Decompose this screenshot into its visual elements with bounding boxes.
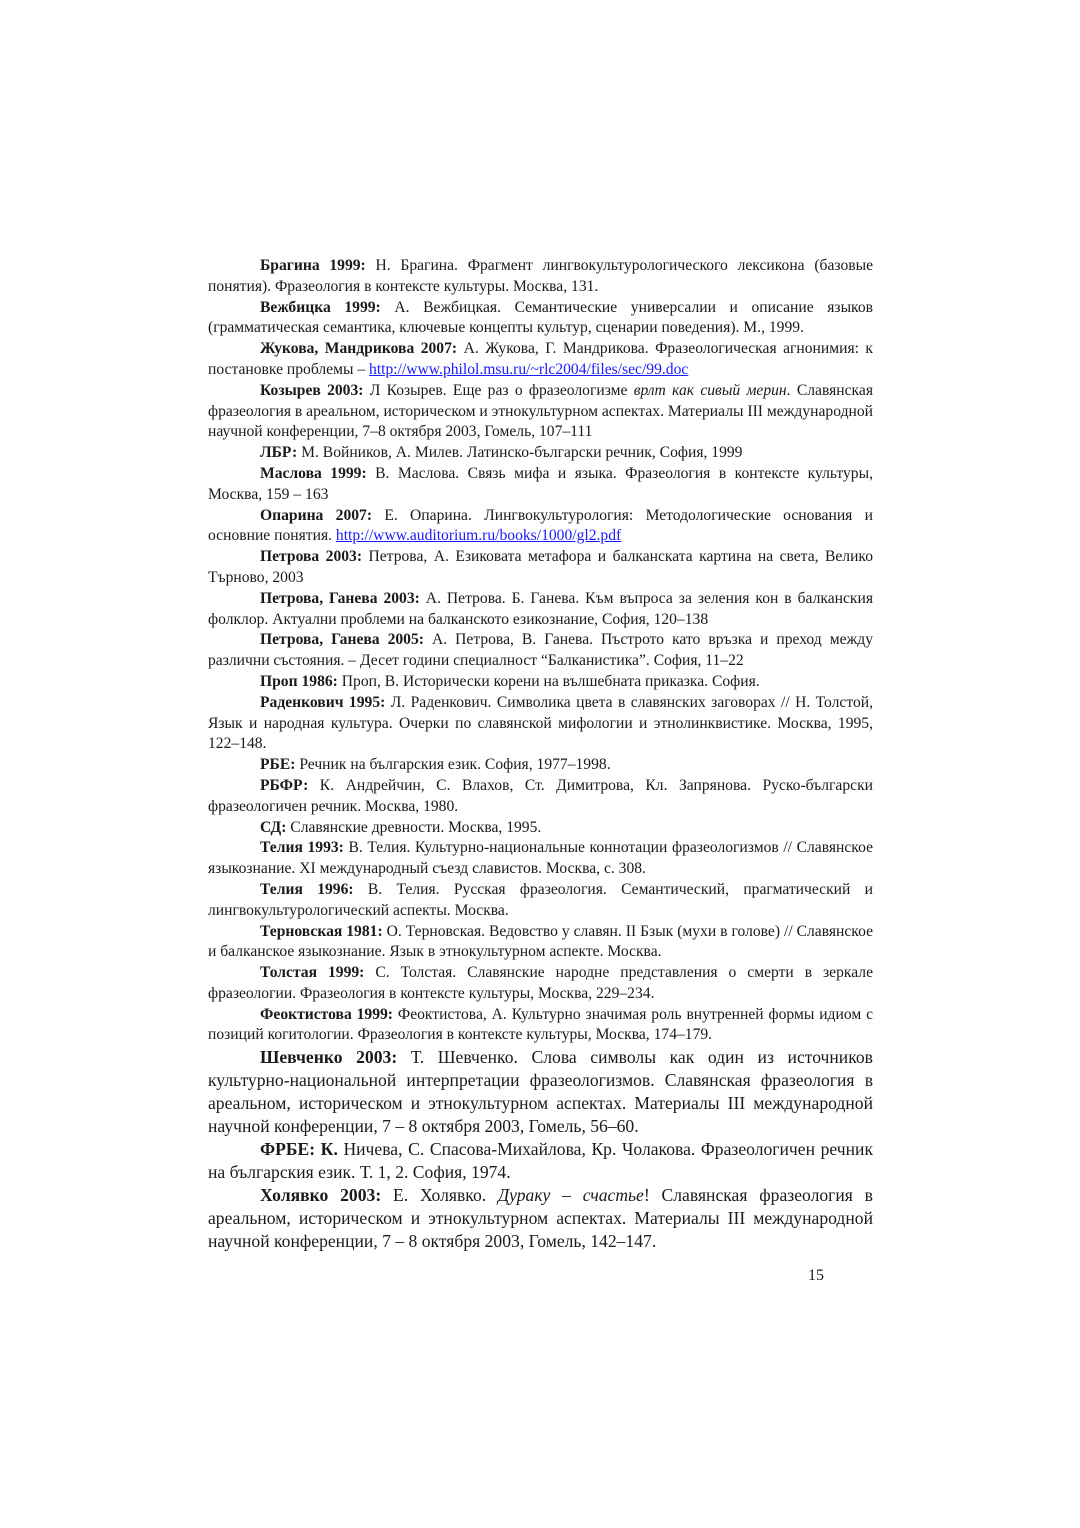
reference-text: А. Вежбицкая. Семантические универсалии и описание языков (грамматическая семантика, ключевые концепты культур, сценарии поведения). М., 1999. [208, 298, 873, 337]
reference-text: Славянские древности. Москва, 1995. [286, 818, 542, 836]
reference-italic-title: Дураку – счастье [497, 1185, 644, 1206]
reference-text: Л Козырев. Еще раз о фразеологизме [363, 381, 634, 399]
reference-key: Жукова, Мандрикова 2007: [260, 340, 458, 358]
reference-entry [208, 464, 873, 506]
reference-entry [208, 1046, 873, 1138]
reference-key: Петрова 2003: [260, 548, 363, 566]
reference-key: Проп 1986: [260, 672, 338, 690]
reference-entry [208, 693, 873, 755]
reference-text: В. Телия. Культурно-национальные коннотации фразеологизмов // Славянское языкознание. XI международный съезд славистов. Москва, с. 308. [208, 839, 873, 878]
reference-key: Толстая 1999: [260, 964, 365, 982]
reference-key: Петрова, Ганева 2003: [260, 589, 420, 607]
reference-text: Феоктистова, А. Культурно значимая роль внутренней формы идиом с позиций когитологии. Фразеология в контексте культуры, Москва, 174–179. [208, 1005, 873, 1044]
reference-link[interactable]: http://www.philol.msu.ru/~rlc2004/files/sec/99.doc [369, 360, 689, 378]
reference-key: Маслова 1999: [260, 464, 367, 482]
reference-italic-title: врлт как сивый мерин [633, 381, 787, 399]
page-number: 15 [808, 1267, 824, 1284]
reference-text: Проп, В. Исторически корени на вълшебната приказка. София. [337, 672, 760, 690]
reference-entry [208, 1184, 873, 1253]
reference-text: К. Андрейчин, С. Влахов, Ст. Димитрова, Кл. Запрянова. Руско-български фразеологичен речник. Москва, 1980. [208, 776, 873, 815]
reference-key: Вежбицка 1999: [260, 298, 381, 316]
reference-entry [208, 298, 873, 340]
reference-text: Е. Опарина. Лингвокультурология: Методологические основания и основние понятия. [208, 506, 873, 545]
reference-text: А. Жукова, Г. Мандрикова. Фразеологическая агнонимия: к постановке проблемы – [208, 340, 873, 378]
reference-text: Петрова, А. Езиковата метафора и балканската картина на света, Велико Търново, 2003 [208, 548, 873, 586]
reference-text: В. Телия. Русская фразеология. Семантический, прагматический и лингвокультурологический аспекты. Москва. [208, 880, 873, 919]
reference-text: В. Маслова. Связь мифа и языка. Фразеология в контексте культуры, Москва, 159 – 163 [208, 464, 873, 503]
reference-key: Опарина 2007: [260, 506, 373, 524]
reference-key: РБЕ: [260, 756, 296, 774]
reference-text: О. Терновская. Ведовство у славян. II Бзык (мухи в голове) // Славянское и балканское языкознание. Язык в этнокультурном аспекте. Москва. [208, 922, 873, 961]
reference-text: . Славянская фразеология в ареальном, историческом и этнокультурном аспектах. Материалы III международной научной конференции, 7–8 октября 2003, Гомель, 107–111 [208, 381, 873, 441]
reference-text: Речник на българския език. София, 1977–1998. [295, 756, 611, 774]
reference-text: Е. Холявко. [381, 1185, 498, 1206]
reference-entry [208, 880, 873, 922]
reference-key: ФРБЕ: К. [260, 1139, 338, 1160]
reference-entry [208, 339, 873, 381]
reference-text: А. Петрова. Б. Ганева. Към въпроса за зеления кон в балканския фолклор. Актуални проблеми на балканското езикознание, София, 120–138 [208, 589, 874, 628]
reference-entry [208, 589, 873, 631]
reference-entry [208, 1138, 873, 1184]
reference-entry [208, 922, 873, 964]
reference-key: Петрова, Ганева 2005: [260, 631, 424, 649]
reference-key: ЛБР: [260, 444, 298, 462]
reference-entry [208, 256, 873, 298]
reference-text: Т. Шевченко. Слова символы как один из источников культурно-национальной интерпретации фразеологизмов. Славянская фразеология в ареальном, историческом и этнокультурном аспектах. Материалы III международной научной конференции, 7 – 8 октября 2003, Гомель, 56–60. [208, 1047, 873, 1137]
reference-entry [208, 838, 873, 880]
reference-key: Раденкович 1995: [260, 693, 386, 711]
reference-text: Н. Брагина. Фрагмент лингвокультурологического лексикона (базовые понятия). Фразеология в контексте культуры. Москва, 131. [208, 257, 874, 295]
reference-key: Холявко 2003: [260, 1185, 382, 1206]
reference-entry [208, 443, 873, 464]
reference-text: С. Толстая. Славянские народне представления о смерти в зеркале фразеологии. Фразеология в контексте культуры, Москва, 229–234. [208, 964, 873, 1002]
reference-key: Телия 1993: [260, 839, 344, 857]
reference-entry [208, 672, 873, 693]
reference-text: Л. Раденкович. Символика цвета в славянских заговорах // Н. Толстой, Язык и народная культура. Очерки по славянской мифологии и этнолинквистике. Москва, 1995, 122–148. [208, 693, 873, 753]
reference-entry [208, 755, 873, 776]
reference-entry [208, 1005, 873, 1047]
reference-key: СД: [260, 818, 287, 836]
reference-key: Козырев 2003: [260, 381, 364, 399]
reference-key: Телия 1996: [260, 880, 354, 898]
reference-text: Ничева, С. Спасова-Михайлова, Кр. Чолакова. Фразеологичен речник на българския език. Т. 1, 2. София, 1974. [208, 1139, 873, 1183]
reference-entry [208, 818, 873, 839]
reference-entry [208, 381, 873, 443]
reference-entry [208, 630, 873, 672]
reference-entry [208, 547, 873, 589]
reference-entry [208, 963, 873, 1005]
reference-text: ! Славянская фразеология в ареальном, историческом и этнокультурном аспектах. Материалы III международной научной конференции, 7 – 8 октября 2003, Гомель, 142–147. [208, 1185, 873, 1252]
reference-key: РБФР: [260, 776, 309, 794]
reference-entry [208, 776, 873, 818]
reference-key: Терновская 1981: [260, 922, 383, 940]
reference-key: Шевченко 2003: [260, 1047, 398, 1068]
reference-link[interactable]: http://www.auditorium.ru/books/1000/gl2.pdf [335, 527, 622, 545]
reference-text: М. Войников, А. Милев. Латинско-български речник, София, 1999 [297, 444, 743, 462]
reference-text: А. Петрова, В. Ганева. Пъстрото като връзка и преход между различни състояния. – Десет години специалност “Балканистика”. София, 11–22 [208, 631, 873, 670]
reference-key: Феоктистова 1999: [260, 1005, 394, 1023]
reference-entry [208, 506, 873, 548]
references-list [208, 256, 873, 1253]
reference-key: Брагина 1999: [260, 257, 366, 274]
